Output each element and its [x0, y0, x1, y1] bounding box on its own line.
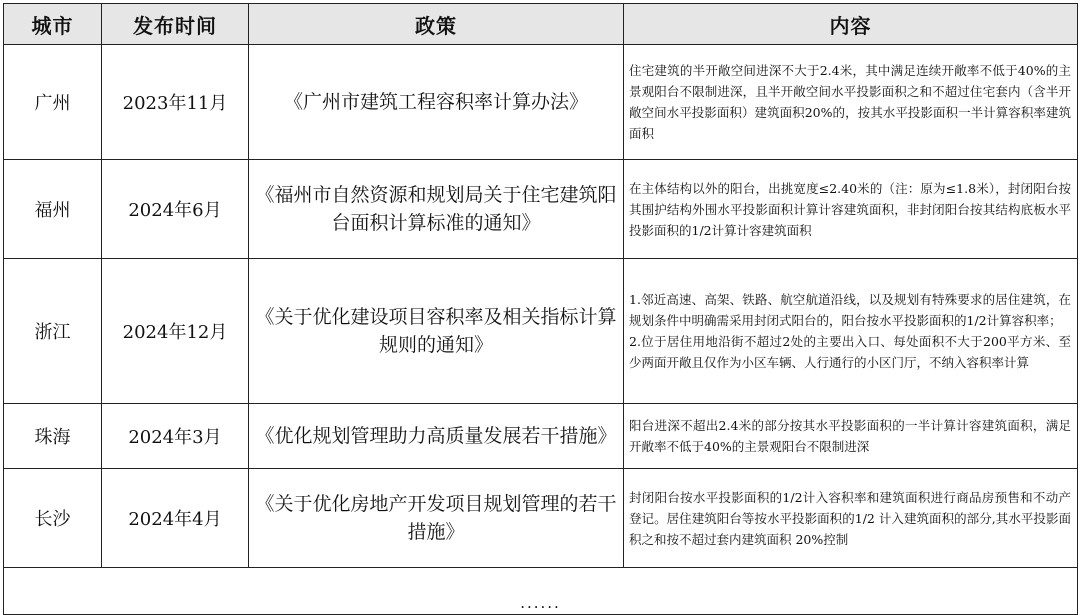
content-cell: 阳台进深不超出2.4米的部分按其水平投影面积的一半计算计容建筑面积，满足开敞率不低于40%的主景观阳台不限制进深 [624, 404, 1078, 469]
table-row [4, 160, 1078, 259]
city-cell: 广州 [4, 45, 102, 160]
header-city: 城市 [4, 4, 102, 45]
content-cell: 封闭阳台按水平投影面积的1/2计入容积率和建筑面积进行商品房预售和不动产登记。居住建筑阳台等按水平投影面积的1/2 计入建筑面积的部分,其水平投影面积之和按不超过套内建筑面积 20%控制 [624, 469, 1078, 568]
date-cell: 2024年6月 [102, 160, 249, 259]
content-cell: 在主体结构以外的阳台，出挑宽度≤2.40米的（注：原为≤1.8米），封闭阳台按其围护结构外围水平投影面积计算计容建筑面积，非封闭阳台按其结构底板水平投影面积的1/2计算计容建筑面积 [624, 160, 1078, 259]
date-cell: 2024年3月 [102, 404, 249, 469]
city-cell: 珠海 [4, 404, 102, 469]
policy-cell: 《优化规划管理助力高质量发展若干措施》 [249, 404, 624, 469]
content-cell [624, 259, 1078, 404]
table-row [4, 259, 1078, 404]
policy-cell: 《关于优化建设项目容积率及相关指标计算规则的通知》 [249, 259, 624, 404]
city-cell: 福州 [4, 160, 102, 259]
policy-cell: 《福州市自然资源和规划局关于住宅建筑阳台面积计算标准的通知》 [249, 160, 624, 259]
city-cell: 长沙 [4, 469, 102, 568]
content-item-1: 1.邻近高速、高架、铁路、航空航道沿线，以及规划有特殊要求的居住建筑，在规划条件中明确需采用封闭式阳台的，阳台按水平投影面积的1/2计算容积率； [629, 292, 1071, 328]
content-item-2: 2.位于居住用地沿街不超过2处的主要出入口、每处面积不大于200平方米、至少两面开敞且仅作为小区车辆、人行通行的小区门厅，不纳入容积率计算 [629, 334, 1071, 370]
header-content: 内容 [624, 4, 1078, 45]
table-row [4, 469, 1078, 568]
date-cell: 2024年4月 [102, 469, 249, 568]
date-cell: 2023年11月 [102, 45, 249, 160]
content-cell: 住宅建筑的半开敞空间进深不大于2.4米，其中满足连续开敞率不低于40%的主景观阳台不限制进深，且半开敞空间水平投影面积之和不超过住宅套内（含半开敞空间水平投影面积）建筑面积20%的，按其水平投影面积一半计算容积率建筑面积 [624, 45, 1078, 160]
policy-table [3, 3, 1078, 615]
ellipsis-row [4, 568, 1078, 615]
city-cell: 浙江 [4, 259, 102, 404]
ellipsis: ...... [4, 568, 1078, 615]
table-row [4, 45, 1078, 160]
header-row [4, 4, 1078, 45]
header-date: 发布时间 [102, 4, 249, 45]
policy-cell: 《广州市建筑工程容积率计算办法》 [249, 45, 624, 160]
date-cell: 2024年12月 [102, 259, 249, 404]
table-row [4, 404, 1078, 469]
policy-cell: 《关于优化房地产开发项目规划管理的若干措施》 [249, 469, 624, 568]
header-policy: 政策 [249, 4, 624, 45]
